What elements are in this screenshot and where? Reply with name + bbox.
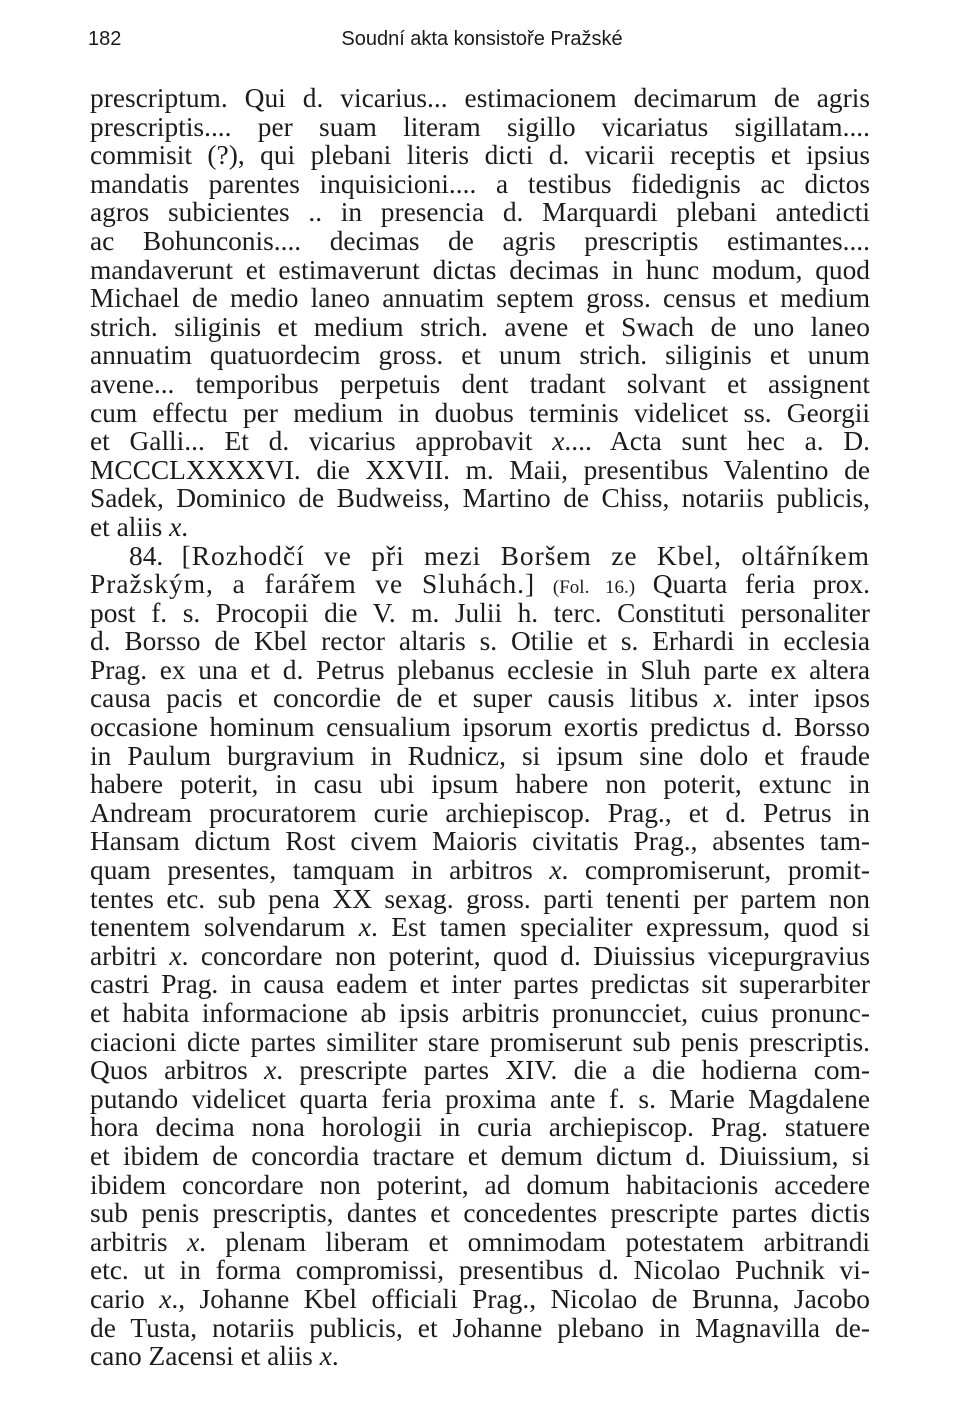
text-line: commisit (?), qui plebani literis dicti d. vicarii receptis et ipsius: [90, 140, 870, 171]
text-line: ciacioni dicte partes similiter stare promiserunt sub penis prescriptis.: [90, 1026, 870, 1057]
text-line: ibidem concordare non poterint, ad domum habitacionis accedere: [90, 1169, 870, 1200]
text-line: agros subicientes .. in presencia d. Marquardi plebani antedicti: [90, 197, 870, 228]
text-line: de Tusta, notariis publicis, et Johanne plebano in Magnavilla de-: [90, 1312, 870, 1343]
text-line: habere poterit, in casu ubi ipsum habere non poterit, extunc in: [90, 769, 870, 800]
text-line: Hansam dictum Rost civem Maioris civitatis Prag., absentes tam-: [90, 826, 870, 857]
text-line: Michael de medio laneo annuatim septem gross. census et medium: [90, 283, 870, 314]
text-line: cario x., Johanne Kbel officiali Prag., Nicolao de Brunna, Jacobo: [90, 1283, 870, 1314]
text-line: sub penis prescriptis, dantes et concedentes prescripte partes dictis: [90, 1198, 870, 1229]
text-line: arbitris x. plenam liberam et omnimodam potestatem arbitrandi: [90, 1226, 870, 1257]
text-line: annuatim quatuordecim gross. et unum strich. siliginis et unum: [90, 340, 870, 371]
text-line: strich. siliginis et medium strich. avene et Swach de uno laneo: [90, 311, 870, 342]
entry-heading: Pražským, a farářem ve Sluhách.]: [90, 569, 536, 600]
text-line: mandatis parentes inquisicioni.... a testibus fidedignis ac dictos: [90, 168, 870, 199]
text-line: post f. s. Procopii die V. m. Julii h. terc. Constituti personaliter: [90, 597, 870, 628]
text-line: Andream procuratorem curie archiepiscop. Prag., et d. Petrus in: [90, 797, 870, 828]
text-line: et Galli... Et d. vicarius approbavit x.... Acta sunt hec a. D.: [90, 426, 870, 457]
text-line: cum effectu per medium in duobus terminis videlicet ss. Georgii: [90, 397, 870, 428]
text-line: Prag. ex una et d. Petrus plebanus ecclesie in Sluh parte ex altera: [90, 654, 870, 685]
text-line: tentes etc. sub pena XX sexag. gross. parti tenenti per partem non: [90, 883, 870, 914]
text-line: tenentem solvendarum x. Est tamen specialiter expressum, quod si: [90, 912, 870, 943]
running-title: Soudní akta konsistoře Pražské: [341, 28, 623, 50]
text-line: castri Prag. in causa eadem et inter partes predictas sit superarbiter: [90, 969, 870, 1000]
entry-number: 84.: [129, 540, 164, 571]
text-line: Quos arbitros x. prescripte partes XIV. die a die hodierna com-: [90, 1055, 871, 1086]
entry-84-heading-line: [90, 542, 870, 571]
text-line: et aliis x.: [90, 511, 189, 542]
entry-heading: [Rozhodčí ve při mezi Boršem ze Kbel, oltářníkem: [181, 540, 870, 571]
text-line: putando videlicet quarta feria proxima ante f. s. Marie Magdalene: [90, 1083, 870, 1114]
text-line: quam presentes, tamquam in arbitros x. compromiserunt, promit-: [90, 855, 870, 886]
text-line: prescriptis.... per suam literam sigillo vicariatus sigillatam....: [90, 111, 870, 142]
text-line: et ibidem de concordia tractare et demum dictum d. Diuissium, si: [90, 1140, 870, 1171]
running-head: [88, 28, 876, 58]
text-line: et habita informacione ab ipsis arbitris pronuncciet, cuius pronunc-: [90, 998, 870, 1028]
entry-text: Quarta feria prox.: [652, 569, 870, 600]
text-line: occasione hominum censualium ipsorum exortis predictus d. Borsso: [90, 712, 870, 743]
folio-reference: (Fol. 16.): [552, 577, 636, 599]
text-line: etc. ut in forma compromissi, presentibus d. Nicolao Puchnik vi-: [90, 1255, 870, 1286]
entry-84-heading-line: [90, 570, 870, 599]
text-line: d. Borsso de Kbel rector altaris s. Otilie et s. Erhardi in ecclesia: [90, 626, 870, 657]
previous-entry-text: [90, 84, 870, 542]
text-line: arbitri x. concordare non poterint, quod d. Diuissius vicepurgravius: [90, 940, 870, 971]
text-line: hora decima nona horologii in curia archiepiscop. Prag. statuere: [90, 1112, 870, 1143]
text-line: ac Bohunconis.... decimas de agris prescriptis estimantes....: [90, 225, 870, 256]
body-text: [90, 84, 870, 1371]
text-line: prescriptum. Qui d. vicarius... estimacionem decimarum de agris: [90, 83, 870, 113]
text-line: mandaverunt et estimaverunt dictas decimas in hunc modum, quod: [90, 254, 870, 285]
text-line: avene... temporibus perpetuis dent tradant solvant et assignent: [90, 368, 870, 399]
text-line: in Paulum burgravium in Rudnicz, si ipsum sine dolo et fraude: [90, 740, 870, 771]
text-line: Sadek, Dominico de Budweiss, Martino de Chiss, notariis publicis,: [90, 483, 870, 514]
text-line: MCCCLXXXXVI. die XXVII. m. Maii, presentibus Valentino de: [90, 454, 870, 485]
page-number: 182: [88, 28, 122, 50]
text-line: cano Zacensi et aliis x.: [90, 1341, 339, 1372]
text-line: causa pacis et concordie de et super causis litibus x. inter ipsos: [90, 683, 870, 714]
entry-84-text: [90, 599, 870, 1371]
